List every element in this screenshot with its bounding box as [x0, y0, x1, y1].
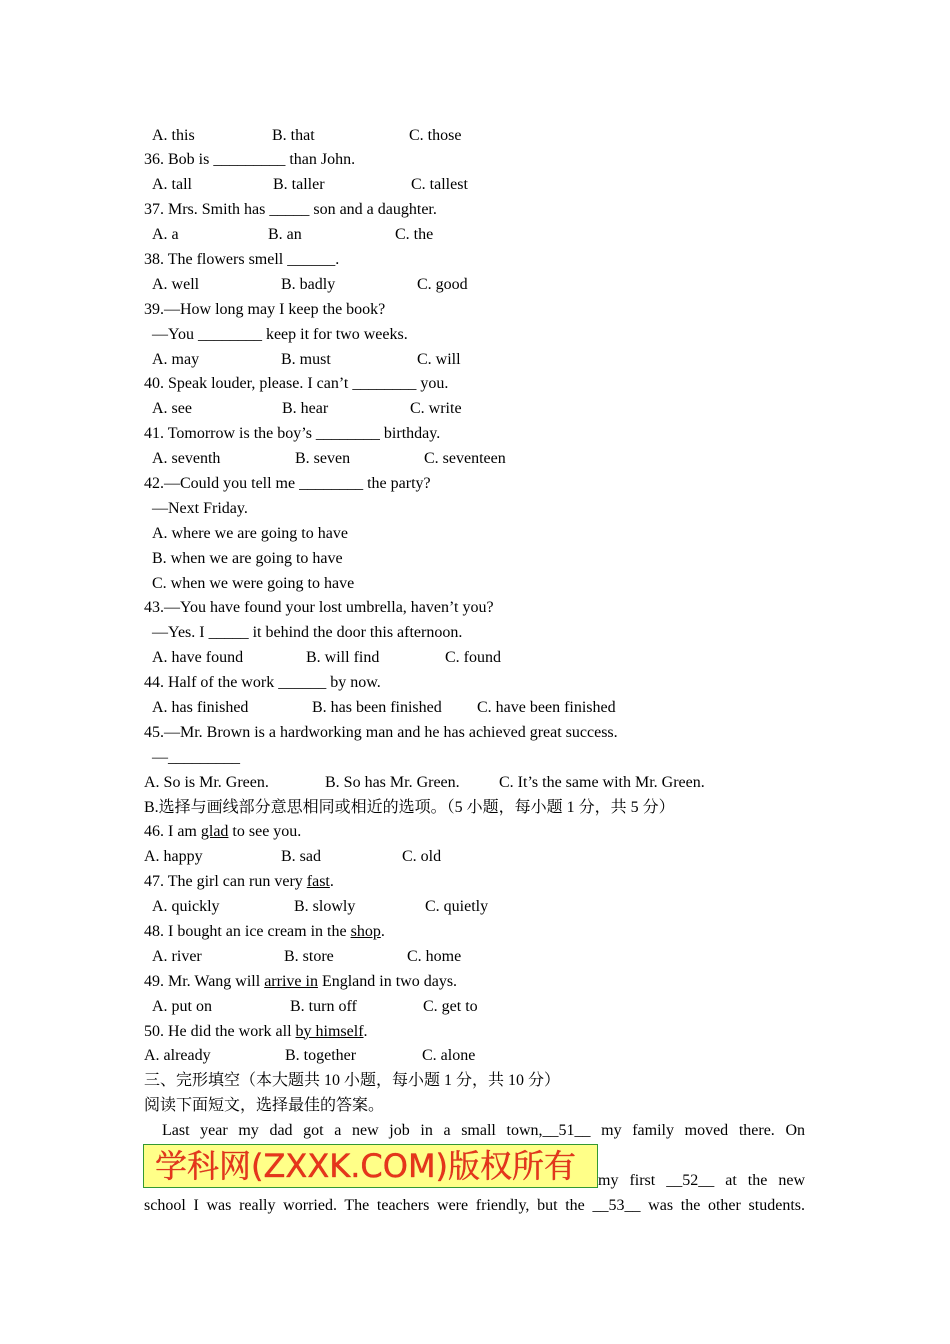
option-48-c: C. home	[407, 947, 462, 965]
option-49-a: A. put on	[152, 997, 212, 1015]
option-40-b: B. hear	[282, 400, 329, 418]
options-40	[144, 397, 805, 422]
question-46-underlined: glad	[200, 823, 229, 841]
option-42-c: C. when we were going to have	[152, 574, 355, 592]
option-carryover-b: B. that	[272, 126, 315, 144]
question-48-stem	[144, 920, 805, 945]
option-38-b: B. badly	[281, 275, 336, 293]
option-44-b: B. has been finished	[312, 698, 442, 716]
option-45-b: B. So has Mr. Green.	[325, 773, 460, 791]
option-37-a: A. a	[152, 226, 179, 244]
option-41-a: A. seventh	[152, 450, 221, 468]
option-37-b: B. an	[268, 226, 302, 244]
option-41-b: B. seven	[295, 450, 351, 468]
question-37-stem: 37. Mrs. Smith has _____ son and a daughter.	[144, 201, 437, 219]
question-49-underlined: arrive in	[264, 972, 318, 990]
question-49-stem-before: 49. Mr. Wang will	[144, 972, 265, 990]
option-carryover-a: A. this	[152, 126, 195, 144]
option-38-a: A. well	[152, 275, 200, 293]
question-43-stem: 43.—You have found your lost umbrella, haven’t you?	[144, 599, 494, 617]
option-41-c: C. seventeen	[424, 450, 506, 468]
option-49-b: B. turn off	[290, 997, 357, 1015]
question-45-reply: —_________	[152, 748, 240, 766]
question-45-stem: 45.—Mr. Brown is a hardworking man and he has achieved great success.	[144, 723, 618, 741]
question-46-stem	[144, 820, 805, 845]
question-40-stem: 40. Speak louder, please. I can’t ________ you.	[144, 375, 449, 393]
section-b-heading: B.选择与画线部分意思相同或相近的选项。（5 小题，每小题 1 分，共 5 分）	[144, 798, 675, 816]
question-38-stem: 38. The flowers smell ______.	[144, 250, 340, 268]
options-37	[144, 223, 805, 248]
question-48-underlined: shop	[350, 923, 381, 940]
options-carryover	[144, 124, 805, 149]
options-46	[144, 845, 805, 870]
question-46-stem-before: 46. I am	[144, 823, 201, 841]
option-36-c: C. tallest	[411, 176, 468, 194]
options-43	[144, 646, 805, 671]
option-47-c: C. quietly	[425, 898, 489, 916]
options-48	[144, 945, 805, 970]
option-43-b: B. will find	[306, 649, 380, 667]
question-47-stem-after: .	[329, 873, 334, 891]
question-42-reply: —Next Friday.	[152, 499, 248, 517]
question-50-stem-before: 50. He did the work all	[144, 1022, 296, 1040]
option-43-c: C. found	[445, 649, 501, 667]
options-47	[144, 895, 805, 920]
option-48-b: B. store	[284, 947, 334, 965]
question-47-stem	[144, 870, 805, 895]
section-3-heading: 三、完形填空（本大题共 10 小题，每小题 1 分，共 10 分）	[144, 1072, 561, 1090]
option-50-c: C. alone	[422, 1047, 476, 1065]
option-46-a: A. happy	[144, 848, 203, 866]
option-48-a: A. river	[152, 947, 202, 965]
passage-line-2-visible: my first __52__ at the new	[598, 1171, 805, 1189]
options-50	[144, 1044, 805, 1069]
question-47-stem-before: 47. The girl can run very	[144, 873, 307, 891]
question-41-stem: 41. Tomorrow is the boy’s ________ birthday.	[144, 425, 441, 443]
question-48-stem-before: 48. I bought an ice cream in the	[144, 923, 351, 940]
option-39-c: C. will	[417, 350, 461, 368]
option-45-a: A. So is Mr. Green.	[144, 773, 269, 791]
option-36-a: A. tall	[152, 176, 192, 194]
option-44-c: C. have been finished	[477, 698, 616, 716]
watermark-text: 学科网(ZXXK.COM)版权所有	[155, 1147, 577, 1186]
option-36-b: B. taller	[273, 176, 325, 194]
question-39-stem: 39.—How long may I keep the book?	[144, 300, 386, 318]
option-46-b: B. sad	[281, 848, 321, 866]
option-40-a: A. see	[152, 400, 192, 418]
question-39-reply: —You ________ keep it for two weeks.	[152, 325, 408, 343]
option-42-b: B. when we are going to have	[152, 549, 343, 567]
option-50-a: A. already	[144, 1047, 211, 1065]
options-45	[144, 771, 805, 796]
question-36-stem: 36. Bob is _________ than John.	[144, 151, 356, 169]
passage-line-1: Last year my dad got a new job in a small town,__51__ my family moved there. On	[162, 1122, 805, 1140]
option-47-b: B. slowly	[294, 898, 356, 916]
option-37-c: C. the	[395, 226, 434, 244]
option-44-a: A. has finished	[152, 698, 249, 716]
option-carryover-c: C. those	[409, 126, 462, 144]
option-43-a: A. have found	[152, 649, 244, 667]
passage-line-2	[144, 1144, 805, 1194]
question-46-stem-after: to see you.	[228, 823, 302, 841]
options-41	[144, 447, 805, 472]
options-38	[144, 273, 805, 298]
watermark-stamp	[143, 1144, 598, 1188]
option-39-a: A. may	[152, 350, 200, 368]
option-45-c: C. It’s the same with Mr. Green.	[499, 773, 705, 791]
option-47-a: A. quickly	[152, 898, 220, 916]
question-50-stem-after: .	[363, 1022, 368, 1040]
option-46-c: C. old	[402, 848, 442, 866]
question-49-stem-after: England in two days.	[317, 972, 458, 990]
options-44	[144, 696, 805, 721]
page-content	[144, 124, 805, 1219]
question-48-stem-after: .	[380, 923, 385, 940]
option-49-c: C. get to	[423, 997, 478, 1015]
passage-line-3: school I was really worried. The teachers were friendly, but the __53__ was the other students.	[144, 1196, 805, 1214]
option-38-c: C. good	[417, 275, 468, 293]
option-39-b: B. must	[281, 350, 331, 368]
question-50-stem	[144, 1020, 805, 1045]
question-47-underlined: fast	[306, 873, 330, 891]
question-42-stem: 42.—Could you tell me ________ the party?	[144, 474, 431, 492]
question-49-stem	[144, 970, 805, 995]
options-39	[144, 348, 805, 373]
section-3-instruction: 阅读下面短文，选择最佳的答案。	[144, 1097, 385, 1115]
option-40-c: C. write	[410, 400, 462, 418]
question-43-reply: —Yes. I _____ it behind the door this afternoon.	[152, 624, 463, 642]
question-44-stem: 44. Half of the work ______ by now.	[144, 674, 381, 692]
question-50-underlined: by himself	[295, 1022, 364, 1040]
option-50-b: B. together	[285, 1047, 357, 1065]
option-42-a: A. where we are going to have	[152, 524, 348, 542]
options-49	[144, 995, 805, 1020]
options-36	[144, 173, 805, 198]
